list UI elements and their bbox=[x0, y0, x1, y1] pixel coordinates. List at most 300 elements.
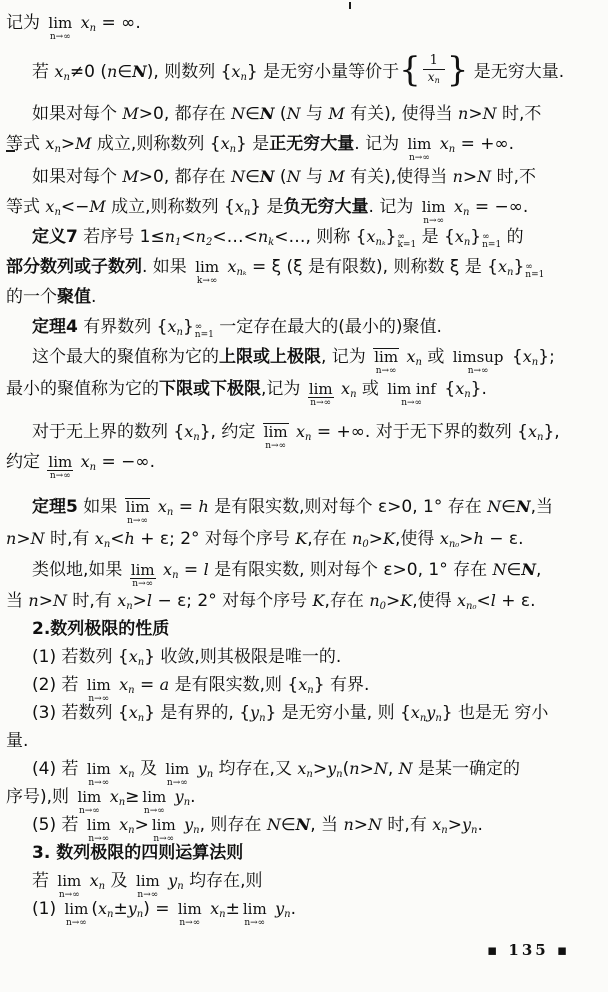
superscript: ∞ bbox=[525, 262, 533, 272]
text-run: } bbox=[470, 227, 482, 247]
text-run: . 如果 bbox=[142, 257, 193, 277]
text-run: { bbox=[506, 347, 523, 367]
subscript: n₀ bbox=[466, 601, 477, 612]
math-variable: n bbox=[343, 815, 354, 834]
subscript: n bbox=[434, 76, 440, 85]
limit-word: lim bbox=[64, 900, 89, 918]
text-run: ,当 bbox=[530, 497, 553, 517]
math-variable: x bbox=[163, 560, 173, 579]
text-line bbox=[6, 222, 604, 252]
subscript: n bbox=[305, 432, 312, 443]
text-run: < bbox=[110, 529, 125, 549]
text-line bbox=[6, 312, 604, 342]
text-run: ( bbox=[274, 167, 287, 187]
subscript: n bbox=[240, 72, 247, 83]
text-run: ,存在 bbox=[324, 591, 370, 611]
math-variable: N bbox=[477, 167, 492, 186]
subscript: n bbox=[177, 881, 184, 892]
subscript: n bbox=[128, 685, 135, 696]
math-variable: N bbox=[231, 167, 246, 186]
text-run: ,使得 bbox=[412, 591, 458, 611]
math-variable: x bbox=[227, 257, 237, 276]
limit-operator bbox=[263, 423, 289, 451]
text-run: 与 bbox=[300, 104, 329, 124]
limit-underscript: n→∞ bbox=[244, 918, 266, 928]
text-run: >0, 都存在 bbox=[138, 167, 232, 187]
superscript: ∞ bbox=[397, 232, 405, 242]
number-set-symbol: N bbox=[132, 62, 147, 81]
text-run: 若 bbox=[32, 62, 55, 82]
text-line bbox=[6, 374, 604, 408]
text-run: . 记为 bbox=[368, 197, 419, 217]
limit-word: lim bbox=[77, 788, 102, 806]
text-run: 类似地,如果 bbox=[32, 560, 128, 580]
text-run: > bbox=[386, 591, 401, 611]
math-variable: N bbox=[368, 815, 383, 834]
text-run: = −∞. bbox=[469, 197, 529, 217]
text-line bbox=[6, 867, 604, 900]
subscript: n bbox=[89, 23, 97, 34]
math-variable: h bbox=[473, 529, 484, 548]
limit-operator bbox=[125, 498, 151, 526]
subscript: n bbox=[464, 389, 471, 400]
text-run: 记为 bbox=[6, 13, 46, 33]
text-run: ± bbox=[225, 899, 240, 919]
limit-word: lim bbox=[195, 258, 220, 276]
number-set-symbol: N bbox=[295, 815, 311, 834]
text-run: 如果对每个 bbox=[32, 167, 123, 187]
math-variable: l bbox=[146, 591, 153, 610]
text-run: 有关),使得当 bbox=[344, 167, 453, 187]
limit-operator bbox=[56, 872, 82, 900]
text-run: ) = bbox=[143, 899, 175, 919]
text-run: , 当 bbox=[310, 815, 344, 835]
text-run: > bbox=[132, 591, 147, 611]
math-variable: N bbox=[492, 560, 507, 579]
subscript: n bbox=[166, 507, 174, 518]
limit-operator bbox=[135, 872, 161, 900]
limit-operator bbox=[86, 760, 112, 788]
math-variable: x bbox=[210, 899, 220, 918]
big-brace: { bbox=[399, 50, 421, 90]
limit-underscript: n→∞ bbox=[265, 441, 287, 451]
text-run: 及 bbox=[105, 871, 133, 891]
limit-word: lim bbox=[48, 14, 73, 32]
text-run: , 记为 bbox=[321, 347, 372, 367]
math-variable: M bbox=[328, 167, 345, 186]
number-set-symbol: N bbox=[515, 497, 531, 516]
math-variable: x bbox=[234, 197, 244, 216]
limit-operator bbox=[242, 900, 268, 928]
subscript: n bbox=[183, 797, 191, 808]
math-variable: n bbox=[28, 591, 39, 610]
text-run: } 有界. bbox=[313, 675, 370, 695]
text-run: 等式 bbox=[6, 197, 46, 217]
text-run: > bbox=[447, 815, 462, 835]
bold-term: 下限或下极限 bbox=[159, 379, 261, 399]
text-run: ± bbox=[113, 899, 128, 919]
text-run: = ∞. bbox=[96, 13, 141, 33]
subscript: n bbox=[350, 389, 357, 400]
math-variable: x bbox=[119, 759, 129, 778]
text-run: 对于无上界的数列 { bbox=[32, 422, 185, 442]
math-variable: y bbox=[184, 815, 194, 834]
text-run: < bbox=[476, 591, 491, 611]
text-run: (3) 若数列 { bbox=[32, 703, 129, 723]
bold-term: 定义7 bbox=[32, 227, 78, 247]
limit-word: lim bbox=[57, 872, 82, 890]
subscript: n bbox=[63, 72, 70, 83]
math-variable: x bbox=[439, 529, 449, 548]
limit-word: lim bbox=[165, 760, 190, 778]
limit-operator bbox=[164, 760, 190, 788]
text-line bbox=[6, 587, 604, 615]
limit-word: lim bbox=[86, 816, 111, 834]
limit-word: limsup bbox=[452, 348, 504, 366]
text-run: } 是有界的, { bbox=[144, 703, 251, 723]
text-run: > bbox=[312, 759, 328, 779]
subscript: n=1 bbox=[482, 240, 502, 250]
text-run: ≥ bbox=[125, 787, 140, 807]
math-variable: x bbox=[297, 759, 307, 778]
limit-underscript: n→∞ bbox=[408, 153, 430, 163]
text-run: , 则存在 bbox=[199, 815, 267, 835]
math-variable: x bbox=[457, 591, 467, 610]
text-run: . bbox=[91, 287, 97, 307]
bold-term: 上限或上极限 bbox=[219, 347, 321, 367]
text-run: > bbox=[134, 815, 149, 835]
text-run: = ξ (ξ 是有限数), 则称数 ξ 是 { bbox=[246, 257, 498, 277]
limit-operator bbox=[47, 453, 73, 481]
bold-term: 2.数列极限的性质 bbox=[32, 619, 170, 639]
subscript: n bbox=[89, 462, 97, 473]
text-line bbox=[6, 615, 604, 643]
text-run: (5) 若 bbox=[32, 815, 84, 835]
text-run: 与 bbox=[300, 167, 329, 187]
subscript: n bbox=[126, 601, 133, 612]
text-run: = bbox=[173, 497, 199, 517]
subscript: n=1 bbox=[525, 270, 545, 280]
math-variable: n bbox=[352, 529, 363, 548]
math-variable: x bbox=[366, 227, 376, 246]
text-line bbox=[6, 755, 604, 788]
math-variable: K bbox=[400, 591, 413, 610]
limit-operator bbox=[76, 788, 102, 816]
limit-operator bbox=[63, 900, 89, 928]
limit-operator bbox=[151, 816, 177, 844]
text-run: ,记为 bbox=[261, 379, 306, 399]
math-variable: K bbox=[383, 529, 395, 548]
math-variable: N bbox=[266, 815, 281, 834]
subscript: 0 bbox=[379, 601, 386, 612]
limit-underscript: n→∞ bbox=[88, 834, 110, 844]
limit-underscript: n→∞ bbox=[58, 890, 80, 900]
number-set-symbol: N bbox=[259, 104, 275, 123]
text-run: } bbox=[513, 257, 525, 277]
math-variable: x bbox=[497, 257, 508, 276]
text-line bbox=[6, 839, 604, 867]
math-variable: N bbox=[398, 759, 413, 778]
subscript: n bbox=[336, 769, 343, 780]
text-run: > bbox=[353, 815, 369, 835]
text-run: 时,有 bbox=[44, 529, 95, 549]
text-line bbox=[6, 525, 604, 553]
limit-word: lim bbox=[151, 816, 176, 834]
text-run: 的一个 bbox=[6, 287, 57, 307]
limit-word: lim bbox=[177, 900, 202, 918]
math-variable: y bbox=[250, 703, 260, 722]
subscript: n bbox=[118, 797, 126, 808]
math-variable: x bbox=[410, 703, 420, 722]
script-stack bbox=[482, 233, 501, 249]
fraction-numerator: 1 bbox=[429, 53, 438, 69]
limit-word: lim bbox=[142, 788, 167, 806]
math-variable: a bbox=[159, 675, 170, 694]
text-run: 若 bbox=[32, 871, 55, 891]
math-variable: x bbox=[45, 134, 55, 153]
subscript: n bbox=[507, 267, 514, 278]
limit-word: lim bbox=[374, 348, 399, 366]
math-variable: n bbox=[452, 167, 463, 186]
limit-operator bbox=[86, 676, 112, 704]
text-run: , bbox=[387, 759, 399, 779]
limit-operator bbox=[373, 348, 399, 376]
limit-operator bbox=[452, 348, 505, 376]
text-line bbox=[6, 671, 604, 704]
text-line bbox=[6, 342, 604, 376]
subscript: n bbox=[435, 713, 442, 724]
math-variable: x bbox=[432, 815, 442, 834]
math-variable: y bbox=[197, 759, 207, 778]
limit-operator bbox=[141, 788, 167, 816]
text-run: = −∞. bbox=[96, 452, 155, 472]
text-run: }; bbox=[538, 347, 555, 367]
text-run: > bbox=[16, 529, 31, 549]
math-variable: M bbox=[75, 134, 92, 153]
limit-underscript: k→∞ bbox=[196, 276, 218, 286]
math-variable: x bbox=[167, 317, 177, 336]
limit-underscript: n→∞ bbox=[143, 806, 165, 816]
text-run: < bbox=[181, 227, 196, 247]
limit-underscript: n→∞ bbox=[49, 471, 71, 481]
text-run: 当 bbox=[6, 591, 29, 611]
limit-operator bbox=[421, 198, 447, 226]
limit-word: lim bbox=[407, 135, 432, 153]
math-variable: n bbox=[107, 62, 118, 81]
bold-term: 部分数列或子数列 bbox=[6, 257, 142, 277]
limit-word: lim bbox=[48, 453, 73, 471]
number-set-symbol: N bbox=[521, 560, 536, 579]
math-variable: x bbox=[157, 497, 167, 516]
text-run: 或 bbox=[421, 347, 450, 367]
math-variable: K bbox=[312, 591, 325, 610]
limit-underscript: n→∞ bbox=[127, 516, 148, 526]
subscript: n bbox=[463, 207, 470, 218]
text-run: } bbox=[182, 317, 194, 337]
bold-term: 正无穷大量 bbox=[269, 134, 355, 154]
math-variable: n bbox=[195, 227, 206, 246]
math-variable: x bbox=[109, 787, 119, 806]
subscript: n bbox=[536, 432, 544, 443]
subscript: n bbox=[306, 769, 313, 780]
text-run: } bbox=[385, 227, 397, 247]
text-run: 最小的聚值称为它的 bbox=[6, 379, 159, 399]
script-stack bbox=[525, 263, 544, 279]
math-variable: x bbox=[527, 422, 537, 441]
text-line bbox=[6, 252, 604, 286]
text-run: 是有限实数,则 { bbox=[169, 675, 299, 695]
math-variable: x bbox=[295, 422, 306, 441]
text-run: . bbox=[477, 815, 483, 835]
subscript: n=1 bbox=[194, 330, 214, 340]
text-run: } 也是无 穷小 bbox=[441, 703, 549, 723]
text-line bbox=[6, 99, 604, 129]
subscript: n bbox=[243, 207, 251, 218]
text-run: 或 bbox=[356, 379, 385, 399]
math-variable: x bbox=[128, 703, 138, 722]
subscript: 1 bbox=[175, 237, 182, 248]
text-run: { bbox=[438, 379, 456, 399]
text-run: ∈ bbox=[245, 104, 260, 124]
math-variable: N bbox=[30, 529, 45, 548]
subscript: n bbox=[98, 881, 106, 892]
limit-word: lim bbox=[263, 423, 288, 441]
subscript: k=1 bbox=[397, 240, 417, 250]
text-run: ( bbox=[342, 759, 350, 779]
text-line bbox=[6, 48, 604, 96]
text-run: >0, 都存在 bbox=[138, 104, 232, 124]
text-run: ∈ bbox=[117, 62, 133, 82]
math-variable: N bbox=[373, 759, 388, 778]
text-run: , bbox=[535, 560, 542, 580]
math-variable: x bbox=[427, 70, 435, 84]
text-run: 一定存在最大的(最小的)聚值. bbox=[213, 317, 442, 337]
limit-word: lim bbox=[125, 498, 150, 516]
text-run: 这个最大的聚值称为它的 bbox=[32, 347, 219, 367]
text-run: ,存在 bbox=[307, 529, 353, 549]
math-variable: x bbox=[439, 134, 449, 153]
text-run: <− bbox=[60, 197, 90, 217]
script-stack bbox=[397, 233, 416, 249]
text-run: 成立,则称数列 { bbox=[105, 197, 235, 217]
bold-term: 3. 数列极限的四则运算法则 bbox=[32, 843, 244, 863]
text-run: (2) 若 bbox=[32, 675, 84, 695]
limit-underscript: n→∞ bbox=[166, 778, 188, 788]
limit-underscript: n→∞ bbox=[179, 918, 201, 928]
text-run: } 是无穷小量等价于 bbox=[246, 62, 400, 82]
limit-underscript: n→∞ bbox=[88, 694, 110, 704]
text-run: 时,不 bbox=[491, 167, 536, 187]
text-run: <…< bbox=[212, 227, 258, 247]
text-run: − ε. bbox=[483, 529, 524, 549]
text-run: > bbox=[368, 529, 384, 549]
math-variable: x bbox=[80, 13, 90, 32]
subscript: 2 bbox=[205, 237, 213, 248]
subscript: n bbox=[106, 909, 114, 920]
text-line bbox=[6, 417, 604, 451]
text-run: . bbox=[190, 787, 196, 807]
math-variable: N bbox=[482, 104, 497, 123]
subscript: n bbox=[128, 825, 135, 836]
subscript: n bbox=[172, 570, 179, 581]
text-line bbox=[6, 811, 604, 844]
text-run: 有界数列 { bbox=[77, 317, 168, 337]
math-variable: x bbox=[455, 379, 465, 398]
math-variable: x bbox=[89, 871, 99, 890]
math-variable: x bbox=[94, 529, 104, 548]
text-run: 如果对每个 bbox=[32, 104, 123, 124]
text-run: = +∞. 对于无下界的数列 { bbox=[311, 422, 528, 442]
big-brace: } bbox=[446, 50, 469, 90]
math-variable: x bbox=[220, 134, 230, 153]
subscript: n bbox=[463, 237, 471, 248]
limit-underscript: n→∞ bbox=[401, 398, 423, 408]
text-run: }. bbox=[470, 379, 487, 399]
math-variable: x bbox=[128, 647, 138, 666]
limit-underscript: n→∞ bbox=[132, 579, 154, 589]
text-line bbox=[6, 282, 604, 312]
text-run: 是有限实数,则对每个 ε>0, 1° 存在 bbox=[208, 497, 488, 517]
limit-operator bbox=[308, 380, 334, 408]
math-variable: n bbox=[458, 104, 469, 123]
subscript: n bbox=[284, 909, 291, 920]
math-variable: n bbox=[369, 591, 380, 610]
math-variable: y bbox=[174, 787, 184, 806]
text-run: } 是 bbox=[236, 134, 270, 154]
limit-operator bbox=[130, 561, 156, 589]
text-run: ∈ bbox=[245, 167, 260, 187]
fraction bbox=[423, 54, 445, 86]
math-variable: x bbox=[298, 675, 308, 694]
math-variable: y bbox=[168, 871, 178, 890]
subscript: n bbox=[259, 713, 266, 724]
subscript: nₖ bbox=[236, 267, 247, 278]
subscript: n bbox=[54, 207, 61, 218]
subscript: n bbox=[137, 713, 145, 724]
page-content bbox=[6, 6, 604, 928]
math-variable: n bbox=[6, 529, 17, 548]
subscript: n bbox=[136, 909, 144, 920]
bold-term: 定理5 bbox=[32, 497, 78, 517]
text-run: = bbox=[178, 560, 204, 580]
limit-underscript: n→∞ bbox=[137, 890, 159, 900]
text-run: = bbox=[134, 675, 160, 695]
subscript: n bbox=[193, 432, 200, 443]
text-line bbox=[6, 643, 604, 671]
math-variable: l bbox=[203, 560, 209, 579]
math-variable: x bbox=[522, 347, 532, 366]
text-run: 的 bbox=[501, 227, 524, 247]
limit-underscript: n→∞ bbox=[467, 366, 489, 376]
math-variable: x bbox=[54, 62, 64, 81]
math-variable: M bbox=[89, 197, 106, 216]
limit-operator bbox=[194, 258, 220, 286]
text-run: } 是无穷小量, 则 { bbox=[265, 703, 411, 723]
math-variable: y bbox=[426, 703, 436, 722]
number-set-symbol: N bbox=[259, 167, 275, 186]
text-run: 均存在,则 bbox=[183, 871, 263, 891]
text-run: ( bbox=[274, 104, 287, 124]
limit-word: lim bbox=[308, 380, 333, 398]
subscript: n bbox=[137, 657, 145, 668]
math-variable: x bbox=[45, 197, 55, 216]
subscript: n bbox=[176, 327, 183, 338]
text-run: > bbox=[359, 759, 374, 779]
bold-term: 聚值 bbox=[57, 287, 91, 307]
text-run: 量. bbox=[6, 731, 29, 751]
text-run: ), 则数列 { bbox=[146, 62, 232, 82]
math-variable: x bbox=[117, 591, 127, 610]
